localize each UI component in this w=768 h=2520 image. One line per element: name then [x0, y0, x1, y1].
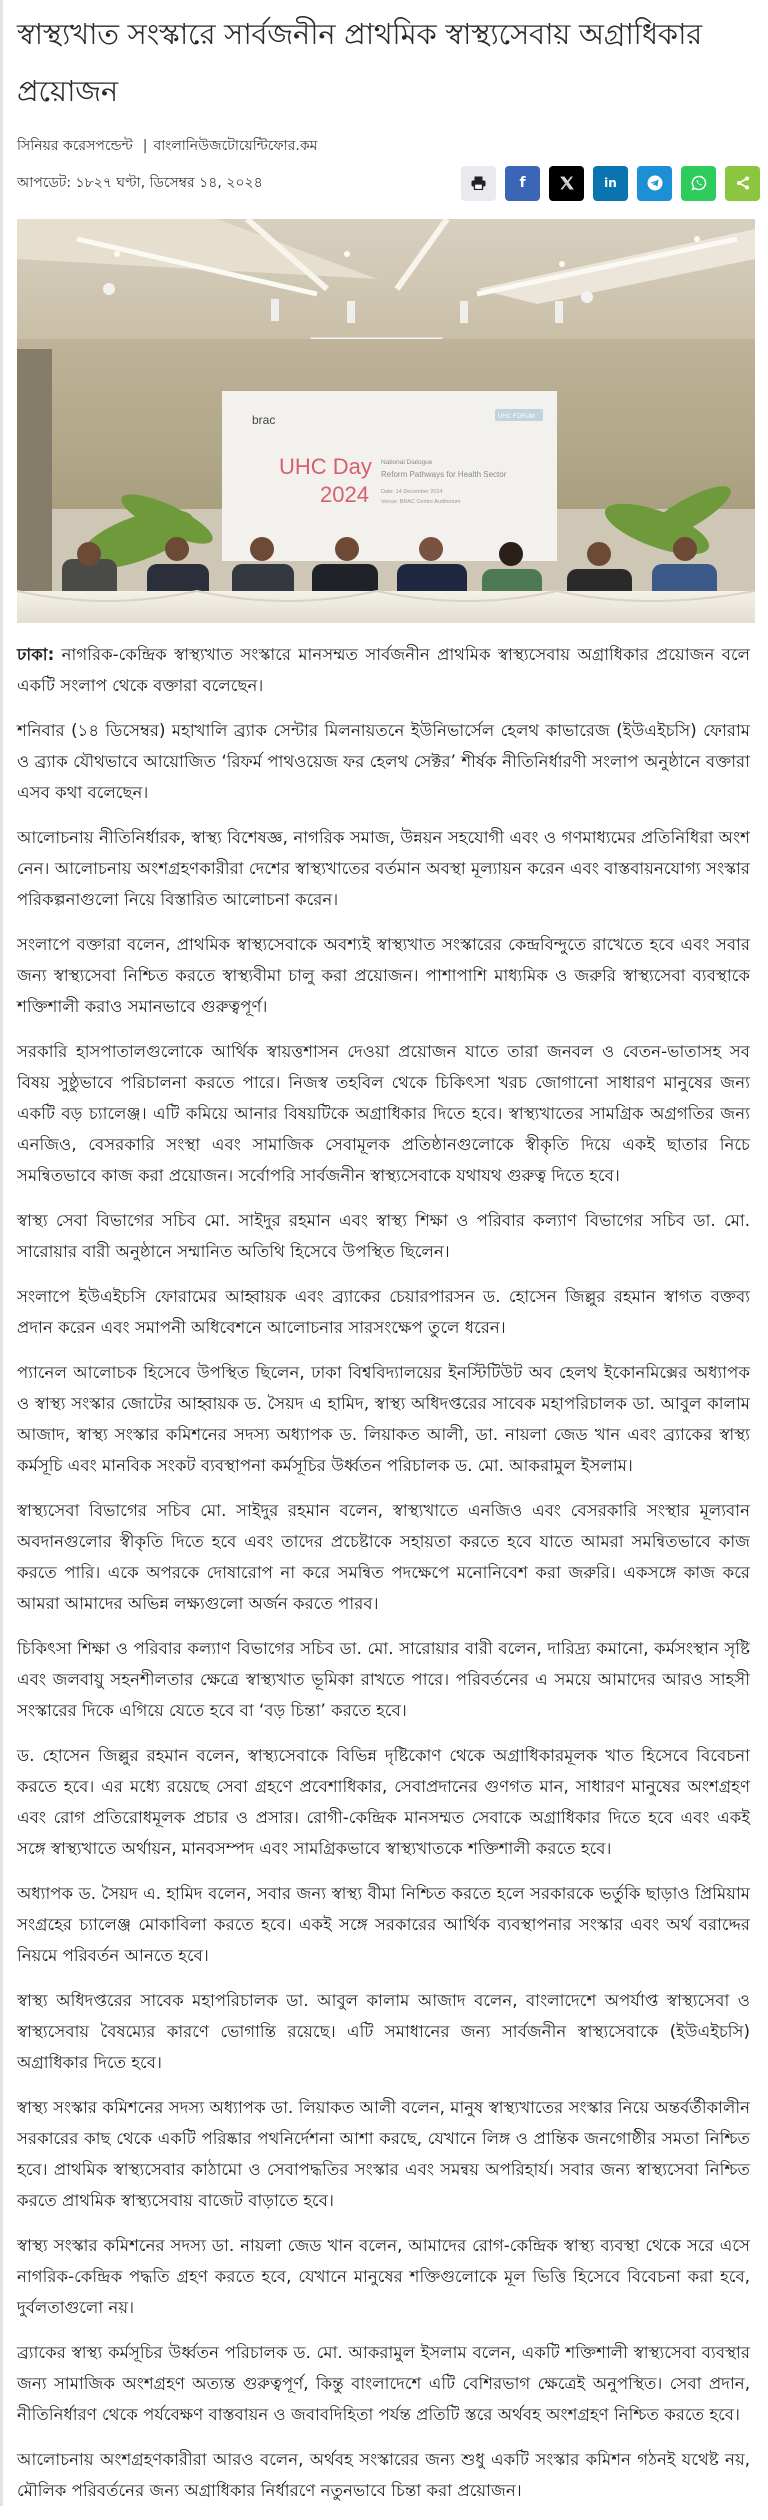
- article-paragraph: শনিবার (১৪ ডিসেম্বর) মহাখালি ব্র্যাক সেন্টার মিলনায়তনে ইউনিভার্সেল হেলথ কাভারেজ (ইউএইচসি) ফোরাম ও ব্র্যাক যৌথভাবে আয়োজিত ‘রিফর্ম পাথওয়েজ ফর হেলথ সেক্টর’ শীর্ষক নীতিনির্ধারণী সংলাপ অনুষ্ঠানে বক্তারা এসব কথা বলেছেন।: [17, 721, 750, 802]
- dateline: ঢাকা:: [17, 645, 55, 664]
- share-bar: [461, 166, 760, 201]
- banner-badge: UHC FORUM: [498, 414, 535, 420]
- share-more-button[interactable]: [725, 166, 760, 201]
- whatsapp-share-button[interactable]: [681, 166, 716, 201]
- article-paragraph: স্বাস্থ্য অধিদপ্তরের সাবেক মহাপরিচালক ডা. আবুল কালাম আজাদ বলেন, বাংলাদেশে অপর্যাপ্ত স্বাস্থ্যসেবা ও স্বাস্থ্যসেবায় বৈষম্যের কারণে ভোগান্তি রয়েছে। এটি সমাধানের জন্য সার্বজনীন স্বাস্থ্যসেবাকে (ইউএইচসি) অগ্রাধিকার দিতে হবে।: [17, 1991, 750, 2072]
- share-icon: [736, 176, 750, 190]
- x-share-button[interactable]: [549, 166, 584, 201]
- article-paragraph: স্বাস্থ্য সংস্কার কমিশনের সদস্য ডা. নায়লা জেড খান বলেন, আমাদের রোগ-কেন্দ্রিক স্বাস্থ্য ব্যবস্থা থেকে সরে এসে নাগরিক-কেন্দ্রিক পদ্ধতি গ্রহণ করতে হবে, যেখানে মানুষের শক্তিগুলোকে মূল ভিত্তি হিসেবে বিবেচনা করা হবে, দুর্বলতাগুলো নয়।: [17, 2236, 750, 2317]
- page-left-border: [0, 0, 3, 2506]
- article-paragraph: ঢাকা: নাগরিক-কেন্দ্রিক স্বাস্থ্যখাত সংস্কারে মানসম্মত সার্বজনীন প্রাথমিক স্বাস্থ্যসেবায় অগ্রাধিকার প্রয়োজন বলে একটি সংলাপ থেকে বক্তারা বলেছেন।: [17, 645, 750, 695]
- article-paragraph: স্বাস্থ্য সংস্কার কমিশনের সদস্য অধ্যাপক ডা. লিয়াকত আলী বলেন, মানুষ স্বাস্থ্যখাতের সংস্কার নিয়ে অন্তর্বর্তীকালীন সরকারের কাছ থেকে একটি পরিষ্কার পথনির্দেশনা আশা করছে, যেখানে লিঙ্গ ও প্রান্তিক জনগোষ্ঠীর সমতা নিশ্চিত হবে। প্রাথমিক স্বাস্থ্যসেবার কাঠামো ও সেবাপদ্ধতির সংস্কার এবং সমন্বয় অপরিহার্য। সবার জন্য স্বাস্থ্যসেবা নিশ্চিত করতে প্রাথমিক স্বাস্থ্যসেবায় বাজেট বাড়াতে হবে।: [17, 2098, 750, 2210]
- banner-sub1: National Dialogue: [381, 459, 433, 466]
- article-hero-image: [17, 219, 755, 623]
- byline-separator: |: [142, 138, 148, 154]
- article-paragraph: অধ্যাপক ড. সৈয়দ এ. হামিদ বলেন, সবার জন্য স্বাস্থ্য বীমা নিশ্চিত করতে হলে সরকারকে ভর্তুকি ছাড়াও প্রিমিয়াম সংগ্রহের চ্যালেঞ্জ মোকাবিলা করতে হবে। একই সঙ্গে সরকারের আর্থিক ব্যবস্থাপনার সংস্কার এবং অর্থ বরাদ্দের নিয়মে পরিবর্তন আনতে হবে।: [17, 1884, 750, 1965]
- article-paragraph: আলোচনায় অংশগ্রহণকারীরা আরও বলেন, অর্থবহ সংস্কারের জন্য শুধু একটি সংস্কার কমিশন গঠনই যথেষ্ট নয়, মৌলিক পরিবর্তনের জন্য অগ্রাধিকার নির্ধারণে নতুনভাবে চিন্তা করা প্রয়োজন।: [17, 2450, 750, 2500]
- source-name: বাংলানিউজটোয়েন্টিফোর.কম: [153, 138, 318, 154]
- article-paragraph: ব্র্যাকের স্বাস্থ্য কর্মসূচির উর্ধ্বতন পরিচালক ড. মো. আকরামুল ইসলাম বলেন, একটি শক্তিশালী স্বাস্থ্যসেবা ব্যবস্থার জন্য সামাজিক অংশগ্রহণ অত্যন্ত গুরুত্বপূর্ণ, কিন্তু বাংলাদেশে এটি বেশিরভাগ ক্ষেত্রেই অনুপস্থিত। সেবা প্রদান, নীতিনির্ধারণ থেকে পর্যবেক্ষণ বাস্তবায়ন ও জবাবদিহিতা পর্যন্ত প্রতিটি স্তরে অর্থবহ অংশগ্রহণ নিশ্চিত করতে হবে।: [17, 2343, 750, 2424]
- article-paragraph: ড. হোসেন জিল্লুর রহমান বলেন, স্বাস্থ্যসেবাকে বিভিন্ন দৃষ্টিকোণ থেকে অগ্রাধিকারমূলক খাত হিসেবে বিবেচনা করতে হবে। এর মধ্যে রয়েছে সেবা গ্রহণে প্রবেশাধিকার, সেবাপ্রদানের গুণগত মান, সাধারণ মানুষের অংশগ্রহণ এবং রোগ প্রতিরোধমূলক প্রচার ও প্রসার। রোগী-কেন্দ্রিক মানসম্মত সেবাকে অগ্রাধিকার দিতে হবে এবং একই সঙ্গে স্বাস্থ্যখাতে অর্থায়ন, মানবসম্পদ এবং সামগ্রিকভাবে স্বাস্থ্যখাতকে শক্তিশালী করতে হবে।: [17, 1746, 750, 1858]
- facebook-icon: f: [519, 175, 526, 191]
- banner-logo: brac: [252, 413, 276, 427]
- article-paragraph: প্যানেল আলোচক হিসেবে উপস্থিত ছিলেন, ঢাকা বিশ্ববিদ্যালয়ের ইনস্টিটিউট অব হেলথ ইকোনমিক্সের অধ্যাপক ও স্বাস্থ্য সংস্কার জোটের আহ্বায়ক ড. সৈয়দ এ হামিদ, স্বাস্থ্য অধিদপ্তরের সাবেক মহাপরিচালক ডা. আবুল কালাম আজাদ, স্বাস্থ্য সংস্কার কমিশনের সদস্য অধ্যাপক ড. লিয়াকত আলী, ডা. নায়লা জেড খান এবং ব্র্যাকের স্বাস্থ্য কর্মসূচি এবং মানবিক সংকট ব্যবস্থাপনা কর্মসূচির উর্ধ্বতন পরিচালক ড. মো. আকরামুল ইসলাম।: [17, 1363, 750, 1475]
- article-paragraph: সংলাপে বক্তারা বলেন, প্রাথমিক স্বাস্থ্যসেবাকে অবশ্যই স্বাস্থ্যখাত সংস্কারের কেন্দ্রবিন্দুতে রাখেতে হবে এবং সবার জন্য স্বাস্থ্যসেবা নিশ্চিত করতে স্বাস্থ্যবীমা চালু করা প্রয়োজন। পাশাপাশি মাধ্যমিক ও জরুরি স্বাস্থ্যসেবা ব্যবস্থাকে শক্তিশালী করাও সমানভাবে গুরুত্বপূর্ণ।: [17, 935, 750, 1016]
- telegram-share-button[interactable]: [637, 166, 672, 201]
- banner-title-line2: 2024: [320, 482, 369, 507]
- article-paragraph: আলোচনায় নীতিনির্ধারক, স্বাস্থ্য বিশেষজ্ঞ, নাগরিক সমাজ, উন্নয়ন সহযোগী এবং ও গণমাধ্যমের প্রতিনিধিরা অংশ নেন। আলোচনায় অংশগ্রহণকারীরা দেশের স্বাস্থ্যখাতের বর্তমান অবস্থা মূল্যায়ন করেন এবং বাস্তবায়নযোগ্য সংস্কার পরিকল্পনাগুলো নিয়ে বিস্তারিত আলোচনা করেন।: [17, 828, 750, 909]
- article-paragraph: স্বাস্থ্য সেবা বিভাগের সচিব মো. সাইদুর রহমান এবং স্বাস্থ্য শিক্ষা ও পরিবার কল্যাণ বিভাগের সচিব ডা. মো. সারোয়ার বারী অনুষ্ঠানে সম্মানিত অতিথি হিসেবে উপস্থিত ছিলেন।: [17, 1211, 750, 1261]
- banner-sub4: Venue: BRAC Centre Auditorium: [381, 499, 461, 505]
- banner-sub2: Reform Pathways for Health Sector: [381, 470, 507, 479]
- linkedin-share-button[interactable]: [593, 166, 628, 201]
- article-paragraph: স্বাস্থ্যসেবা বিভাগের সচিব মো. সাইদুর রহমান বলেন, স্বাস্থ্যখাতে এনজিও এবং বেসরকারি সংস্থার মূল্যবান অবদানগুলোর স্বীকৃতি দিতে হবে এবং তাদের প্রচেষ্টাকে সহায়তা করতে হবে যাতে আমরা সমন্বিতভাবে কাজ করতে পারি। একে অপরকে দোষারোপ না করে সমন্বিত পদক্ষেপে মনোনিবেশ করা জরুরি। একসঙ্গে কাজ করে আমরা আমাদের অভিন্ন লক্ষ্যগুলো অর্জন করতে পারব।: [17, 1501, 750, 1613]
- article-paragraph: সরকারি হাসপাতালগুলোকে আর্থিক স্বায়ত্তশাসন দেওয়া প্রয়োজন যাতে তারা জনবল ও বেতন-ভাতাসহ সব বিষয় সুষ্ঠুভাবে পরিচালনা করতে পারে। নিজস্ব তহবিল থেকে চিকিৎসা খরচ জোগানো সাধারণ মানুষের জন্য একটি বড় চ্যালেঞ্জ। এটি কমিয়ে আনার বিষয়টিকে অগ্রাধিকার দিতে হবে। স্বাস্থ্যখাতের সামগ্রিক অগ্রগতির জন্য এনজিও, বেসরকারি সংস্থা এবং সামাজিক সেবামূলক প্রতিষ্ঠানগুলোকে স্বীকৃতি দিয়ে একই ছাতার নিচে সমন্বিতভাবে কাজ করা প্রয়োজন। সর্বোপরি সার্বজনীন স্বাস্থ্যসেবাকে যথাযথ গুরুত্ব দিতে হবে।: [17, 1042, 750, 1185]
- article-paragraph: চিকিৎসা শিক্ষা ও পরিবার কল্যাণ বিভাগের সচিব ডা. মো. সারোয়ার বারী বলেন, দারিদ্র্য কমানো, কর্মসংস্থান সৃষ্টি এবং জলবায়ু সহনশীলতার ক্ষেত্রে স্বাস্থ্যখাত ভূমিকা রাখতে পারে। পরিবর্তনের এ সময়ে আমাদের আরও সাহসী সংস্কারের দিকে এগিয়ে যেতে হবে বা ‘বড় চিন্তা’ করতে হবে।: [17, 1639, 750, 1720]
- telegram-icon: [647, 175, 663, 191]
- linkedin-icon: in: [604, 176, 617, 190]
- article-body: [17, 639, 753, 2506]
- banner-title-line1: UHC Day: [279, 454, 372, 479]
- article-paragraph: সংলাপে ইউএইচসি ফোরামের আহ্বায়ক এবং ব্র্যাকের চেয়ারপারসন ড. হোসেন জিল্লুর রহমান স্বাগত বক্তব্য প্রদান করেন এবং সমাপনী অধিবেশনে আলোচনার সারসংক্ষেপ তুলে ধরেন।: [17, 1287, 750, 1337]
- meta-row: [17, 164, 753, 202]
- byline: [17, 134, 753, 158]
- facebook-share-button[interactable]: [505, 166, 540, 201]
- author-name[interactable]: সিনিয়র করেসপন্ডেন্ট: [17, 138, 133, 154]
- print-button[interactable]: [461, 166, 496, 201]
- event-photo: [17, 219, 755, 623]
- updated-timestamp: আপডেট: ১৮২৭ ঘণ্টা, ডিসেম্বর ১৪, ২০২৪: [17, 175, 263, 191]
- whatsapp-icon: [691, 175, 707, 191]
- banner-sub3: Date: 14 December 2024: [381, 489, 443, 495]
- printer-icon: [471, 176, 486, 190]
- article-headline: স্বাস্থ্যখাত সংস্কারে সার্বজনীন প্রাথমিক স্বাস্থ্যসেবায় অগ্রাধিকার প্রয়োজন: [17, 17, 702, 108]
- x-icon: [560, 176, 574, 190]
